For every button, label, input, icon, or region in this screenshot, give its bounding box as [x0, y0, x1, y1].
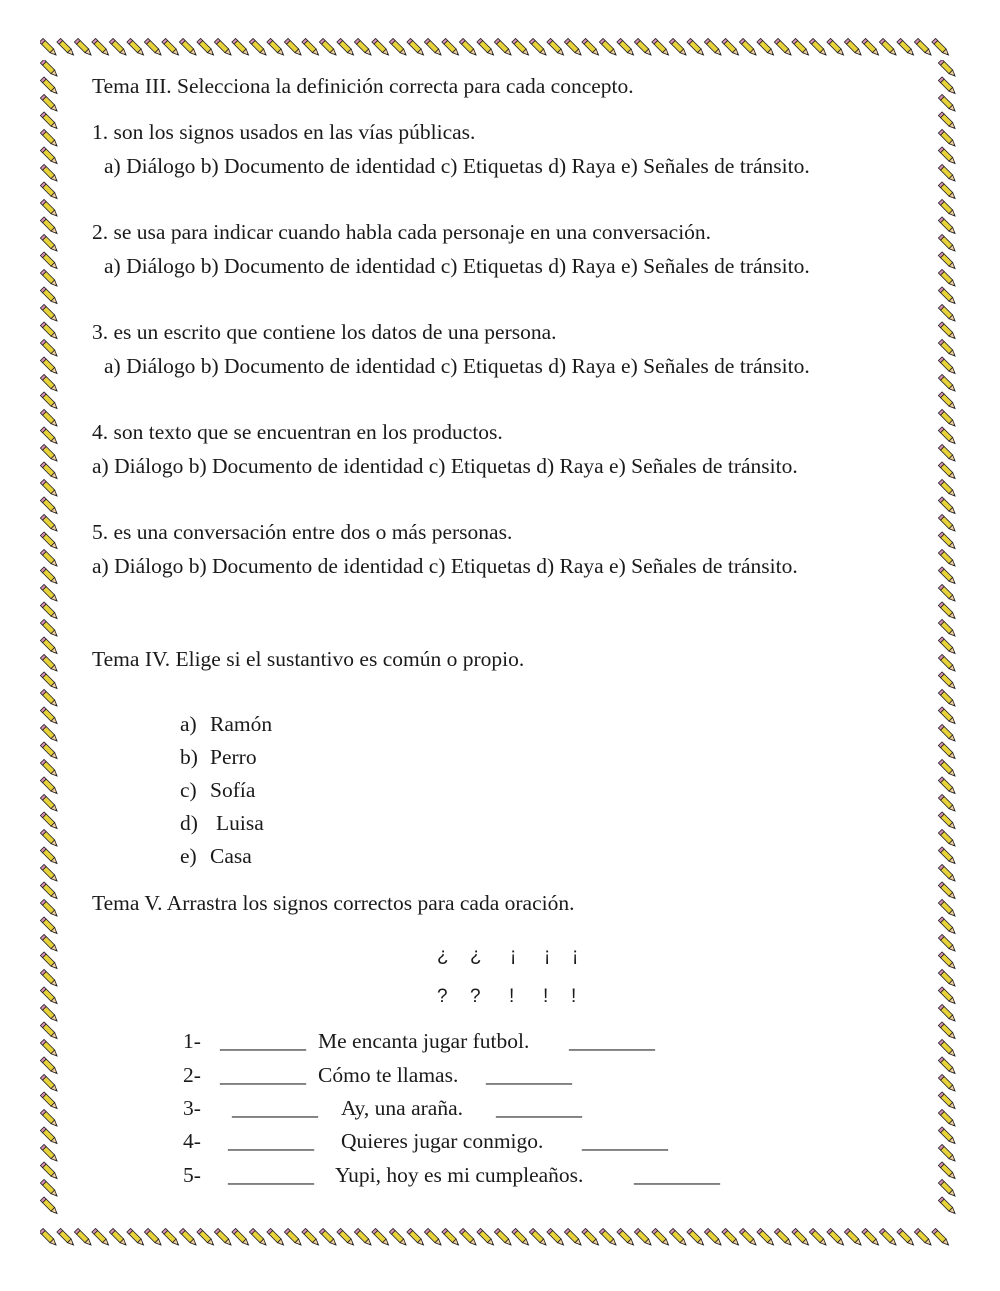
sign-close-question-2[interactable]: ? [470, 986, 481, 1007]
pencil-icon [40, 1057, 59, 1076]
pencil-icon [582, 1228, 601, 1247]
sign-close-question-1[interactable]: ? [437, 986, 448, 1007]
pencil-icon [40, 619, 59, 638]
pencil-icon [938, 392, 957, 411]
pencil-icon [938, 1179, 957, 1198]
pencil-icon [354, 38, 373, 57]
question-5-prompt: 5. es una conversación entre dos o más personas. [92, 520, 513, 544]
pencil-icon [529, 38, 548, 57]
pencil-icon [354, 1228, 373, 1247]
pencil-icon [722, 38, 741, 57]
pencil-icon [938, 339, 957, 358]
pencil-icon [40, 77, 59, 96]
pencil-icon [92, 38, 111, 57]
pencil-icon [938, 304, 957, 323]
pencil-icon [938, 234, 957, 253]
pencil-icon [40, 532, 59, 551]
pencil-icon [40, 199, 59, 218]
pencil-icon [938, 917, 957, 936]
sentence-5-number: 5- [183, 1163, 201, 1187]
pencil-icon [938, 1039, 957, 1058]
pencil-icon [739, 38, 758, 57]
pencil-icon [40, 497, 59, 516]
pencil-icon [40, 759, 59, 778]
pencil-icon [938, 689, 957, 708]
pencil-icon [477, 38, 496, 57]
pencil-icon [337, 38, 356, 57]
pencil-icon [40, 1092, 59, 1111]
pencil-icon [40, 969, 59, 988]
pencil-icon [389, 38, 408, 57]
pencil-icon [407, 1228, 426, 1247]
pencil-icon [704, 38, 723, 57]
sentence-4-blank-open[interactable]: ________ [228, 1129, 314, 1153]
pencil-icon [687, 1228, 706, 1247]
pencil-icon [938, 1022, 957, 1041]
pencil-icon [722, 1228, 741, 1247]
pencil-icon [938, 1092, 957, 1111]
pencil-icon [40, 392, 59, 411]
pencil-icon [938, 199, 957, 218]
pencil-icon [652, 1228, 671, 1247]
pencil-strip [936, 60, 960, 1226]
pencil-icon [617, 38, 636, 57]
sentence-5-blank-open[interactable]: ________ [228, 1163, 314, 1187]
pencil-icon [932, 1228, 951, 1247]
pencil-icon [938, 112, 957, 131]
pencil-icon [40, 462, 59, 481]
pencil-icon [40, 374, 59, 393]
pencil-icon [267, 1228, 286, 1247]
pencil-icon [938, 182, 957, 201]
pencil-icon [40, 707, 59, 726]
pencil-icon [109, 38, 128, 57]
question-2-options: a) Diálogo b) Documento de identidad c) Etiquetas d) Raya e) Señales de tránsito. [104, 254, 810, 278]
pencil-icon [938, 532, 957, 551]
pencil-icon [40, 952, 59, 971]
question-4-options: a) Diálogo b) Documento de identidad c) Etiquetas d) Raya e) Señales de tránsito. [92, 454, 798, 478]
pencil-icon [512, 38, 531, 57]
pencil-icon [617, 1228, 636, 1247]
pencil-icon [879, 1228, 898, 1247]
pencil-icon [40, 164, 59, 183]
pencil-icon [40, 847, 59, 866]
pencil-icon [40, 1039, 59, 1058]
pencil-icon [634, 1228, 653, 1247]
pencil-icon [938, 77, 957, 96]
pencil-icon [424, 1228, 443, 1247]
pencil-icon [40, 654, 59, 673]
question-3-options: a) Diálogo b) Documento de identidad c) Etiquetas d) Raya e) Señales de tránsito. [104, 354, 810, 378]
pencil-icon [40, 637, 59, 656]
pencil-icon [40, 252, 59, 271]
pencil-icon [442, 38, 461, 57]
pencil-border-bottom [40, 1226, 962, 1250]
pencil-icon [40, 829, 59, 848]
pencil-icon [564, 38, 583, 57]
pencil-icon [74, 38, 93, 57]
pencil-icon [938, 847, 957, 866]
pencil-icon [938, 497, 957, 516]
pencil-icon [897, 1228, 916, 1247]
sentence-3-number: 3- [183, 1096, 201, 1120]
question-1-prompt: 1. son los signos usados en las vías públicas. [92, 120, 476, 144]
question-1-options: a) Diálogo b) Documento de identidad c) Etiquetas d) Raya e) Señales de tránsito. [104, 154, 810, 178]
pencil-icon [792, 38, 811, 57]
pencil-icon [938, 217, 957, 236]
noun-letter-a: a) [180, 712, 197, 736]
pencil-icon [337, 1228, 356, 1247]
pencil-icon [938, 654, 957, 673]
pencil-icon [40, 794, 59, 813]
pencil-icon [40, 409, 59, 428]
pencil-icon [938, 777, 957, 796]
pencil-icon [127, 1228, 146, 1247]
pencil-icon [938, 567, 957, 586]
pencil-icon [40, 514, 59, 533]
pencil-icon [40, 934, 59, 953]
pencil-icon [599, 38, 618, 57]
pencil-icon [40, 217, 59, 236]
pencil-icon [938, 829, 957, 848]
pencil-icon [40, 444, 59, 463]
pencil-icon [40, 112, 59, 131]
pencil-icon [162, 38, 181, 57]
pencil-icon [40, 427, 59, 446]
pencil-icon [40, 917, 59, 936]
pencil-strip [40, 36, 962, 60]
noun-word-b: Perro [210, 745, 257, 769]
noun-letter-c: c) [180, 778, 197, 802]
pencil-icon [757, 38, 776, 57]
pencil-icon [40, 864, 59, 883]
pencil-icon [40, 269, 59, 288]
pencil-icon [938, 427, 957, 446]
question-5-options: a) Diálogo b) Documento de identidad c) Etiquetas d) Raya e) Señales de tránsito. [92, 554, 798, 578]
pencil-icon [57, 1228, 76, 1247]
pencil-icon [897, 38, 916, 57]
sentence-2-blank-open[interactable]: ________ [220, 1063, 306, 1087]
pencil-icon [40, 1197, 59, 1216]
pencil-icon [302, 1228, 321, 1247]
question-3-prompt: 3. es un escrito que contiene los datos de una persona. [92, 320, 557, 344]
pencil-icon [40, 899, 59, 918]
pencil-icon [547, 1228, 566, 1247]
pencil-icon [938, 1162, 957, 1181]
pencil-icon [74, 1228, 93, 1247]
pencil-icon [938, 549, 957, 568]
pencil-icon [109, 1228, 128, 1247]
question-2-prompt: 2. se usa para indicar cuando habla cada personaje en una conversación. [92, 220, 712, 244]
sign-close-exclamation-1[interactable]: ! [509, 986, 515, 1007]
pencil-icon [40, 182, 59, 201]
pencil-icon [529, 1228, 548, 1247]
pencil-icon [494, 38, 513, 57]
pencil-icon [40, 234, 59, 253]
pencil-icon [809, 1228, 828, 1247]
pencil-icon [232, 1228, 251, 1247]
pencil-icon [40, 1074, 59, 1093]
pencil-icon [389, 1228, 408, 1247]
pencil-icon [938, 934, 957, 953]
pencil-icon [938, 987, 957, 1006]
sentence-1-blank-open[interactable]: ________ [220, 1029, 306, 1053]
pencil-icon [40, 567, 59, 586]
pencil-icon [938, 952, 957, 971]
pencil-icon [547, 38, 566, 57]
pencil-icon [938, 707, 957, 726]
pencil-icon [938, 619, 957, 638]
noun-word-a: Ramón [210, 712, 273, 736]
pencil-icon [938, 1004, 957, 1023]
pencil-icon [938, 637, 957, 656]
pencil-icon [774, 1228, 793, 1247]
pencil-icon [938, 514, 957, 533]
pencil-strip [38, 60, 62, 1226]
pencil-icon [634, 38, 653, 57]
pencil-icon [669, 38, 688, 57]
pencil-icon [40, 1109, 59, 1128]
pencil-icon [40, 689, 59, 708]
pencil-icon [127, 38, 146, 57]
pencil-icon [302, 38, 321, 57]
pencil-icon [844, 1228, 863, 1247]
pencil-icon [267, 38, 286, 57]
pencil-icon [938, 269, 957, 288]
pencil-icon [938, 1109, 957, 1128]
pencil-icon [564, 1228, 583, 1247]
pencil-icon [862, 38, 881, 57]
pencil-icon [40, 812, 59, 831]
pencil-icon [40, 339, 59, 358]
pencil-icon [40, 742, 59, 761]
pencil-icon [40, 38, 58, 57]
pencil-icon [914, 38, 933, 57]
pencil-icon [669, 1228, 688, 1247]
pencil-icon [40, 304, 59, 323]
pencil-icon [862, 1228, 881, 1247]
pencil-icon [512, 1228, 531, 1247]
sentence-1-number: 1- [183, 1029, 201, 1053]
pencil-icon [938, 94, 957, 113]
pencil-icon [459, 1228, 478, 1247]
pencil-icon [197, 1228, 216, 1247]
pencil-icon [442, 1228, 461, 1247]
tema4-title: Tema IV. Elige si el sustantivo es común o propio. [92, 647, 525, 671]
pencil-border-top [40, 36, 962, 60]
pencil-icon [57, 38, 76, 57]
sentence-2-number: 2- [183, 1063, 201, 1087]
pencil-icon [284, 38, 303, 57]
pencil-icon [938, 322, 957, 341]
sign-open-exclamation-3[interactable]: ¡ [572, 945, 579, 966]
pencil-icon [774, 38, 793, 57]
pencil-icon [938, 252, 957, 271]
pencil-icon [40, 1144, 59, 1163]
tema5-title: Tema V. Arrastra los signos correctos para cada oración. [92, 891, 575, 915]
pencil-icon [809, 38, 828, 57]
pencil-icon [424, 38, 443, 57]
pencil-icon [40, 129, 59, 148]
pencil-icon [40, 147, 59, 166]
pencil-icon [249, 38, 268, 57]
pencil-icon [284, 1228, 303, 1247]
pencil-icon [40, 94, 59, 113]
sentence-1-blank-close[interactable]: ________ [569, 1029, 655, 1053]
pencil-icon [179, 38, 198, 57]
pencil-icon [40, 60, 59, 78]
sign-open-exclamation-2[interactable]: ¡ [544, 945, 551, 966]
pencil-icon [407, 38, 426, 57]
pencil-icon [827, 38, 846, 57]
pencil-border-left [38, 60, 62, 1226]
sentence-4-blank-close[interactable]: ________ [582, 1129, 668, 1153]
pencil-icon [827, 1228, 846, 1247]
pencil-icon [92, 1228, 111, 1247]
pencil-icon [162, 1228, 181, 1247]
pencil-icon [938, 742, 957, 761]
noun-letter-b: b) [180, 745, 198, 769]
pencil-icon [938, 899, 957, 918]
pencil-icon [938, 462, 957, 481]
pencil-icon [757, 1228, 776, 1247]
pencil-icon [40, 479, 59, 498]
pencil-icon [938, 129, 957, 148]
pencil-icon [938, 1057, 957, 1076]
sentence-1-text: Me encanta jugar futbol. [318, 1029, 530, 1053]
pencil-icon [938, 1074, 957, 1093]
pencil-icon [40, 672, 59, 691]
noun-word-d: Luisa [216, 811, 264, 835]
sign-close-exclamation-2[interactable]: ! [543, 986, 549, 1007]
pencil-icon [319, 38, 338, 57]
pencil-icon [372, 38, 391, 57]
pencil-icon [319, 1228, 338, 1247]
pencil-icon [938, 1197, 957, 1216]
question-4-prompt: 4. son texto que se encuentran en los productos. [92, 420, 503, 444]
noun-word-e: Casa [210, 844, 252, 868]
pencil-icon [687, 38, 706, 57]
sentence-4-text: Quieres jugar conmigo. [341, 1129, 544, 1153]
sentence-5-blank-close[interactable]: ________ [634, 1163, 720, 1187]
pencil-icon [938, 479, 957, 498]
pencil-border-right [936, 60, 960, 1226]
pencil-icon [938, 287, 957, 306]
noun-word-c: Sofía [210, 778, 256, 802]
pencil-icon [932, 38, 951, 57]
pencil-icon [494, 1228, 513, 1247]
pencil-icon [40, 1228, 58, 1247]
pencil-icon [582, 38, 601, 57]
pencil-icon [938, 584, 957, 603]
pencil-icon [938, 444, 957, 463]
sentence-2-text: Cómo te llamas. [318, 1063, 459, 1087]
pencil-icon [938, 672, 957, 691]
pencil-icon [938, 374, 957, 393]
pencil-icon [844, 38, 863, 57]
pencil-icon [938, 864, 957, 883]
sentence-3-text: Ay, una araña. [341, 1096, 463, 1120]
pencil-icon [40, 987, 59, 1006]
pencil-icon [40, 584, 59, 603]
pencil-icon [179, 1228, 198, 1247]
pencil-icon [879, 38, 898, 57]
pencil-icon [40, 1022, 59, 1041]
tema3-title: Tema III. Selecciona la definición correcta para cada concepto. [92, 74, 634, 98]
pencil-icon [938, 1127, 957, 1146]
pencil-icon [40, 287, 59, 306]
pencil-icon [214, 1228, 233, 1247]
pencil-icon [40, 777, 59, 796]
pencil-strip [40, 1226, 962, 1250]
sign-close-exclamation-3[interactable]: ! [571, 986, 577, 1007]
pencil-icon [477, 1228, 496, 1247]
sign-open-question-1[interactable]: ¿ [437, 945, 449, 966]
pencil-icon [249, 1228, 268, 1247]
pencil-icon [40, 549, 59, 568]
pencil-icon [938, 882, 957, 901]
sentence-5-text: Yupi, hoy es mi cumpleaños. [335, 1163, 584, 1187]
pencil-icon [144, 38, 163, 57]
sign-open-exclamation-1[interactable]: ¡ [510, 945, 517, 966]
pencil-icon [652, 38, 671, 57]
pencil-icon [40, 357, 59, 376]
pencil-icon [40, 1127, 59, 1146]
pencil-icon [40, 602, 59, 621]
sentence-3-blank-open[interactable]: ________ [232, 1096, 318, 1120]
sentence-4-number: 4- [183, 1129, 201, 1153]
noun-letter-d: d) [180, 811, 198, 835]
pencil-icon [739, 1228, 758, 1247]
pencil-icon [938, 759, 957, 778]
pencil-icon [599, 1228, 618, 1247]
pencil-icon [914, 1228, 933, 1247]
pencil-icon [938, 60, 957, 78]
pencil-icon [938, 1144, 957, 1163]
pencil-icon [938, 969, 957, 988]
pencil-icon [214, 38, 233, 57]
pencil-icon [938, 409, 957, 428]
pencil-icon [372, 1228, 391, 1247]
pencil-icon [40, 322, 59, 341]
pencil-icon [40, 1179, 59, 1198]
pencil-icon [938, 147, 957, 166]
pencil-icon [40, 1004, 59, 1023]
sentence-2-blank-close[interactable]: ________ [486, 1063, 572, 1087]
pencil-icon [144, 1228, 163, 1247]
pencil-icon [40, 882, 59, 901]
pencil-icon [704, 1228, 723, 1247]
pencil-icon [197, 38, 216, 57]
pencil-icon [40, 1162, 59, 1181]
pencil-icon [792, 1228, 811, 1247]
pencil-icon [459, 38, 478, 57]
pencil-icon [938, 724, 957, 743]
sentence-3-blank-close[interactable]: ________ [496, 1096, 582, 1120]
pencil-icon [232, 38, 251, 57]
pencil-icon [938, 794, 957, 813]
noun-letter-e: e) [180, 844, 197, 868]
sign-open-question-2[interactable]: ¿ [470, 945, 482, 966]
pencil-icon [938, 602, 957, 621]
pencil-icon [938, 357, 957, 376]
pencil-icon [938, 812, 957, 831]
pencil-icon [40, 724, 59, 743]
pencil-icon [938, 164, 957, 183]
